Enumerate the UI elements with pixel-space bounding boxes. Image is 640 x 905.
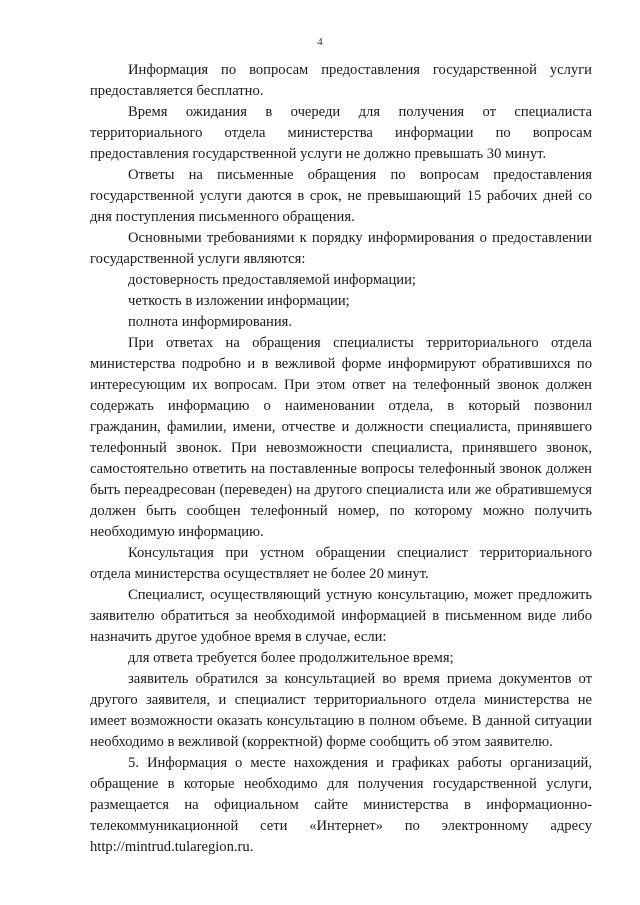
requirement-item-reliability: достоверность предоставляемой информации; xyxy=(128,272,416,288)
paragraph-wait-time: Время ожидания в очереди для получения от специалиста территориального отдела министерства информации по вопросам предоставления государственной услуги не должно превышать 30 минут. xyxy=(90,104,592,162)
paragraph-written-replies: Ответы на письменные обращения по вопросам предоставления государственной услуги даются в срок, не превышающий 15 рабочих дней со дня поступления письменного обращения. xyxy=(90,167,592,225)
requirement-item-clarity: четкость в изложении информации; xyxy=(128,293,350,309)
document-body xyxy=(90,60,592,858)
case-item-longer-time: для ответа требуется более продолжительное время; xyxy=(128,650,454,666)
requirement-item-completeness: полнота информирования. xyxy=(128,314,293,330)
paragraph-oral-consultation: Консультация при устном обращении специалист территориального отдела министерства осуществляет не более 20 минут. xyxy=(90,545,592,582)
paragraph-requirements-intro: Основными требованиями к порядку информирования о предоставлении государственной услуги являются: xyxy=(90,230,592,267)
paragraph-phone-answers: При ответах на обращения специалисты территориального отдела министерства подробно и в вежливой форме информируют обратившихся по интересующим их вопросам. При этом ответ на телефонный звонок должен содержать информацию о наименовании отдела, в который позвонил гражданин, фамилии, имени, отчестве и должности специалиста, принявшего телефонный звонок. При невозможности специалиста, принявшего звонок, самостоятельно ответить на поставленные вопросы телефонный звонок должен быть переадресован (переведен) на другого специалиста или же обратившемуся должен быть сообщен телефонный номер, по которому можно получить необходимую информацию. xyxy=(90,335,592,540)
page-number: 4 xyxy=(317,36,323,48)
paragraph-info-free: Информация по вопросам предоставления государственной услуги предоставляется бесплатно. xyxy=(90,62,592,99)
paragraph-specialist-options: Специалист, осуществляющий устную консультацию, может предложить заявителю обратиться за необходимой информацией в письменном виде либо назначить другое удобное время в случае, если: xyxy=(90,587,592,645)
case-item-busy-specialist: заявитель обратился за консультацией во время приема документов от другого заявителя, и специалист территориального отдела министерства не имеет возможности оказать консультацию в полном объеме. В данной ситуации необходимо в вежливой (корректной) форме сообщить об этом заявителю. xyxy=(90,671,592,750)
paragraph-organizations-info: 5. Информация о месте нахождения и графиках работы организаций, обращение в которые необходимо для получения государственной услуги, размещается на официальном сайте министерства в информационно-телекоммуникационной сети «Интернет» по электронному адресу http://mintrud.tularegion.ru. xyxy=(90,755,592,855)
